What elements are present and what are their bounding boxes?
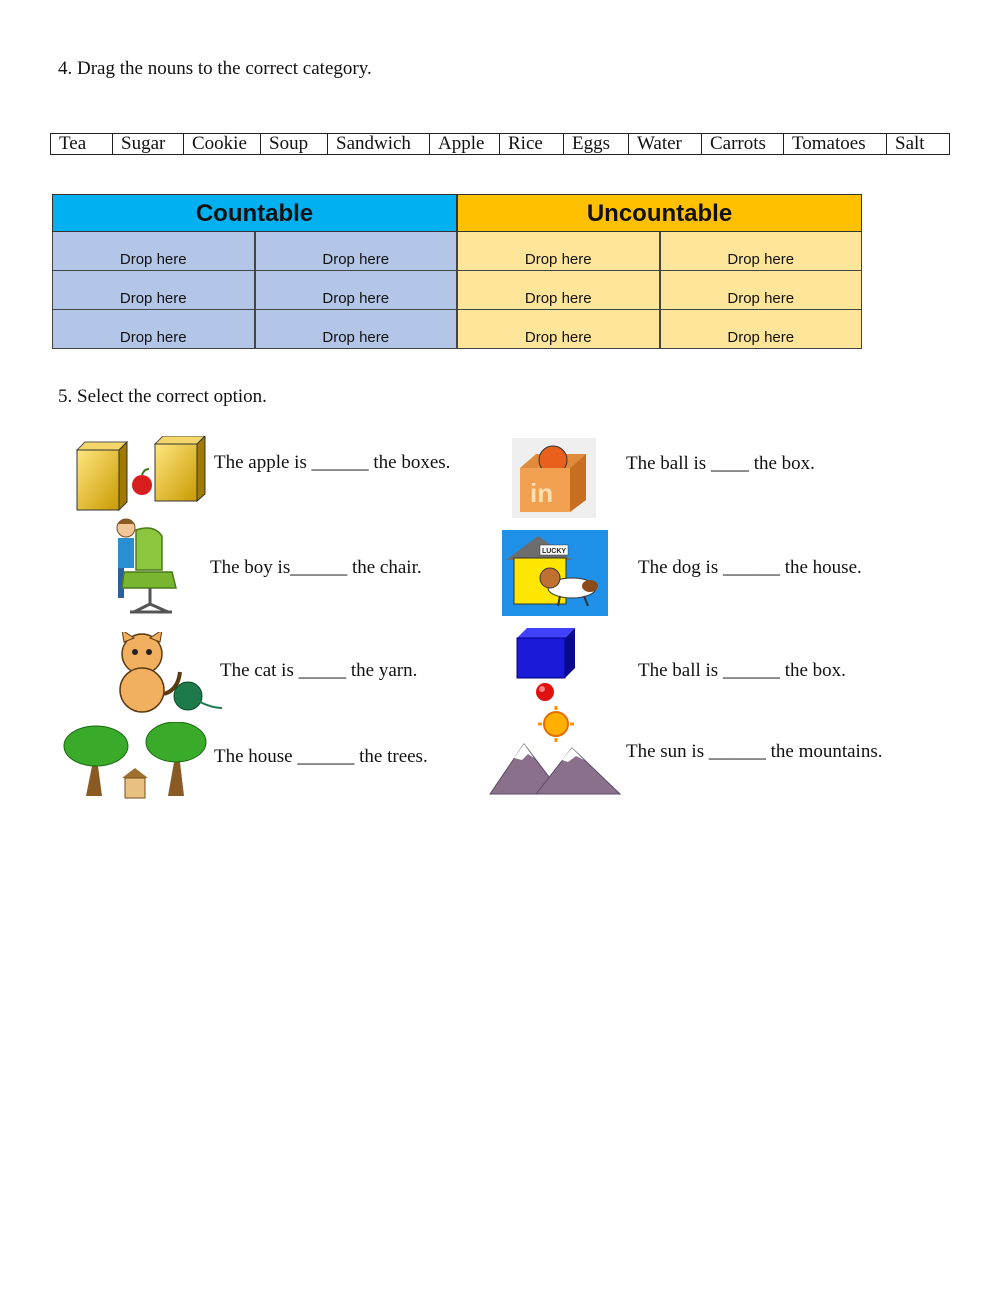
word-chip[interactable]: Salt <box>886 134 949 154</box>
word-chip[interactable]: Soup <box>260 134 327 154</box>
sentence-text: the trees. <box>354 746 428 767</box>
countable-drop-zone[interactable]: Drop here <box>52 310 255 349</box>
sentence-text: the box. <box>748 453 815 474</box>
ball-in-box-image <box>512 438 596 518</box>
sentence-text: the mountains. <box>765 741 883 762</box>
answer-blank[interactable]: ______ <box>297 746 355 767</box>
word-chip[interactable]: Eggs <box>563 134 628 154</box>
question-5-title: 5. Select the correct option. <box>58 386 267 407</box>
word-chip[interactable]: Apple <box>429 134 499 154</box>
sentence-text: The house <box>214 746 298 767</box>
sentence-4 <box>638 557 862 579</box>
sentence-text: The boy is <box>210 557 291 578</box>
uncountable-drop-zone[interactable]: Drop here <box>660 310 863 349</box>
uncountable-drop-zone[interactable]: Drop here <box>660 232 863 271</box>
sentence-text: The apple is <box>214 452 312 473</box>
ball-below-box-image <box>515 628 581 704</box>
word-chip[interactable]: Carrots <box>701 134 783 154</box>
sentence-text: The ball is <box>638 660 723 681</box>
sentence-text: The cat is <box>220 660 299 681</box>
word-bank <box>50 133 950 155</box>
boxes-apple-image <box>75 436 207 512</box>
category-table <box>52 194 862 349</box>
boy-behind-chair-image <box>110 516 182 616</box>
doghouse-sign: LUCKY <box>541 548 567 555</box>
sentence-1 <box>214 452 450 474</box>
sentence-text: the chair. <box>347 557 422 578</box>
answer-blank[interactable]: ______ <box>722 660 780 681</box>
word-chip[interactable]: Sandwich <box>327 134 429 154</box>
word-chip[interactable]: Rice <box>499 134 563 154</box>
sentence-5 <box>220 660 417 682</box>
sentence-6 <box>638 660 846 682</box>
sentence-text: The ball is <box>626 453 711 474</box>
answer-blank[interactable]: ______ <box>311 452 369 473</box>
word-chip[interactable]: Cookie <box>183 134 260 154</box>
uncountable-drop-zone[interactable]: Drop here <box>457 310 660 349</box>
uncountable-header: Uncountable <box>457 194 862 232</box>
sentence-3 <box>210 557 422 579</box>
sentence-text: the house. <box>779 557 862 578</box>
word-chip[interactable]: Tea <box>59 133 87 154</box>
dog-house-image <box>502 530 608 616</box>
word-chip[interactable]: Tomatoes <box>783 134 886 154</box>
sentence-8 <box>626 741 883 763</box>
countable-drop-zone[interactable]: Drop here <box>255 310 458 349</box>
uncountable-drop-zone[interactable]: Drop here <box>660 271 863 310</box>
sentence-text: the box. <box>779 660 846 681</box>
countable-header: Countable <box>52 194 457 232</box>
sentence-7 <box>214 746 428 768</box>
word-chip[interactable]: Water <box>628 134 701 154</box>
word-chip[interactable]: Sugar <box>112 134 183 154</box>
question-4-title: 4. Drag the nouns to the correct category. <box>58 58 372 79</box>
countable-drop-zone[interactable]: Drop here <box>255 271 458 310</box>
sentence-text: The dog is <box>638 557 723 578</box>
sentence-text: the yarn. <box>346 660 418 681</box>
svg-text:in: in <box>530 478 554 508</box>
cat-yarn-image <box>108 632 226 714</box>
uncountable-drop-zone[interactable]: Drop here <box>457 232 660 271</box>
countable-drop-zone[interactable]: Drop here <box>52 232 255 271</box>
sentence-text: the boxes. <box>368 452 451 473</box>
uncountable-drop-zone[interactable]: Drop here <box>457 271 660 310</box>
answer-blank[interactable]: ______ <box>290 557 348 578</box>
answer-blank[interactable]: ______ <box>708 741 766 762</box>
sentence-text: The sun is <box>626 741 709 762</box>
answer-blank[interactable]: _____ <box>298 660 347 681</box>
answer-blank[interactable]: ____ <box>710 453 749 474</box>
countable-drop-zone[interactable]: Drop here <box>255 232 458 271</box>
house-trees-image <box>62 722 212 802</box>
answer-blank[interactable]: ______ <box>722 557 780 578</box>
countable-drop-zone[interactable]: Drop here <box>52 271 255 310</box>
sun-mountains-image <box>488 706 622 796</box>
sentence-2 <box>626 453 815 475</box>
